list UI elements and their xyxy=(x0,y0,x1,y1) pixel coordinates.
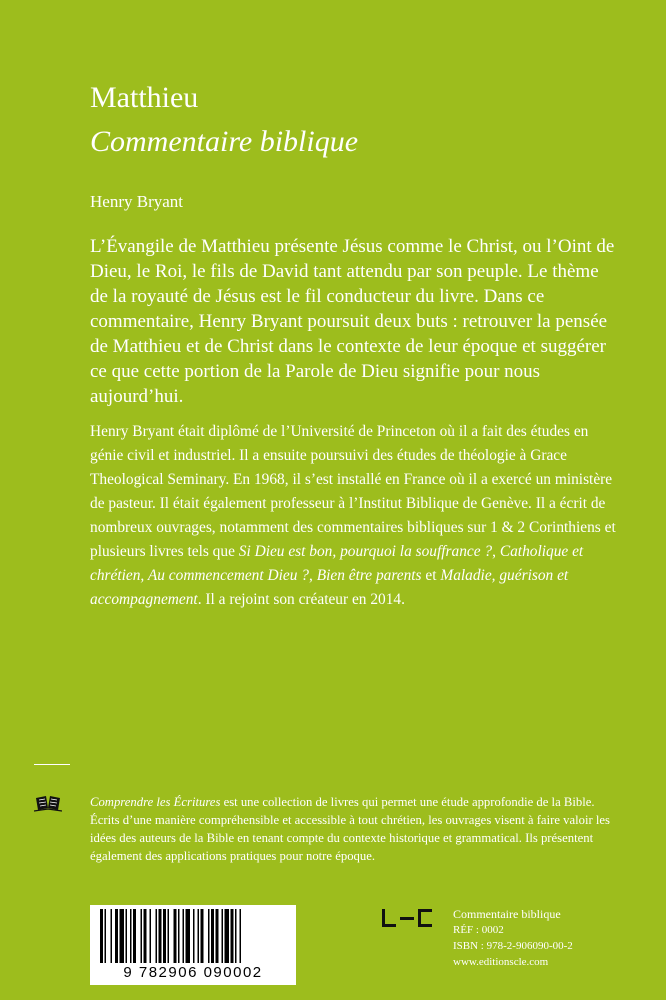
collection-text: est une collection de livres qui permet une étude approfondie de la Bible. Écrits d’une manière compréhensible et accessible à tout chrétien, les ouvrages visent à faire valoir les idées des auteurs de la Bible en tenant compte du contexte historique et grammatical. Ils présentent également des applications pratiques pour notre époque. xyxy=(90,795,610,863)
barcode-bar xyxy=(178,909,180,965)
barcode-bar xyxy=(144,909,147,965)
barcode-bar xyxy=(216,909,219,965)
info-isbn: ISBN : 978-2-906090-00-2 xyxy=(453,940,573,952)
barcode-bar xyxy=(141,909,143,965)
open-book-icon xyxy=(34,794,62,812)
bio-text: Henry Bryant était diplômé de l’Université de Princeton où il a fait des études en génie civil et industriel. Il a ensuite poursuivi des études de théologie à Grace Theological Seminary. En 1968, il s’est installé en France où il a exercé un ministère de pasteur. Il était également professeur à l’Institut Biblique de Genève. Il a écrit de nombreux ouvrages, notamment des commentaires bibliques sur 1 & 2 Corinthiens et plusieurs livres tels que xyxy=(90,423,616,560)
info-ref: RÉF : 0002 xyxy=(453,924,504,936)
barcode-bar xyxy=(231,909,234,965)
bio-separator: , xyxy=(308,567,313,584)
bio-text: . Il a rejoint son créateur en 2014. xyxy=(197,591,405,608)
barcode-bar xyxy=(156,909,158,965)
barcode-bar xyxy=(105,909,107,965)
collection-description xyxy=(90,793,610,865)
barcode-bar xyxy=(222,909,224,965)
barcode-bar xyxy=(211,909,214,965)
bio-book-title: Bien être parents xyxy=(316,567,422,584)
info-collection: Commentaire biblique xyxy=(453,907,561,921)
barcode-bar xyxy=(183,909,185,965)
bio-book-title: Catholique et chrétien, Au commencement Dieu ? xyxy=(90,543,584,584)
barcode-bar xyxy=(208,909,210,965)
divider xyxy=(34,764,70,765)
info-website[interactable]: www.editionscle.com xyxy=(453,956,549,968)
barcode-bar xyxy=(159,909,162,965)
barcode-bar xyxy=(186,909,191,965)
bio-book-title: Si Dieu est bon, pourquoi la souffrance ? xyxy=(238,543,493,560)
barcode-bar xyxy=(174,909,177,965)
barcode-bar xyxy=(168,909,170,965)
barcode-bar xyxy=(198,909,200,965)
barcode-bar xyxy=(100,909,103,965)
barcode-bar xyxy=(235,909,237,965)
barcode-bar xyxy=(133,909,136,965)
collection-name: Comprendre les Écritures xyxy=(90,795,221,809)
bio-text: et xyxy=(425,567,437,584)
barcode-digits: 9 782906 090002 xyxy=(90,963,296,983)
bio-book-title: Maladie, guérison et accompagnement xyxy=(90,567,569,608)
book-subtitle: Commentaire biblique xyxy=(90,125,359,158)
barcode-bar xyxy=(225,909,230,965)
barcode-bar xyxy=(150,909,152,965)
summary-paragraph: L’Évangile de Matthieu présente Jésus comme le Christ, ou l’Oint de Dieu, le Roi, le fils de David tant attendu par son peuple. Le thème de la royauté de Jésus est le fil conducteur du livre. Dans ce commentaire, Henry Bryant poursuit deux buts : retrouver la pensée de Matthieu et de Christ dans le contexte de leur époque et suggérer ce que cette portion de la Parole de Dieu signifie pour nous aujourd’hui. xyxy=(90,236,615,407)
barcode-bar xyxy=(163,909,166,965)
barcode-bar xyxy=(193,909,195,965)
cle-logo xyxy=(382,909,434,927)
barcode-bar xyxy=(130,909,132,965)
bio-separator: , xyxy=(492,543,496,560)
barcode-bar xyxy=(115,909,118,965)
barcode-bar xyxy=(111,909,113,965)
barcode-bar xyxy=(240,909,242,965)
author-name: Henry Bryant xyxy=(90,192,184,211)
publisher-info xyxy=(453,906,653,970)
barcode-bar xyxy=(120,909,125,965)
author-bio xyxy=(90,420,625,612)
barcode-bar xyxy=(126,909,128,965)
book-title: Matthieu xyxy=(90,81,199,114)
barcode xyxy=(90,905,296,985)
barcode-bar xyxy=(201,909,204,965)
